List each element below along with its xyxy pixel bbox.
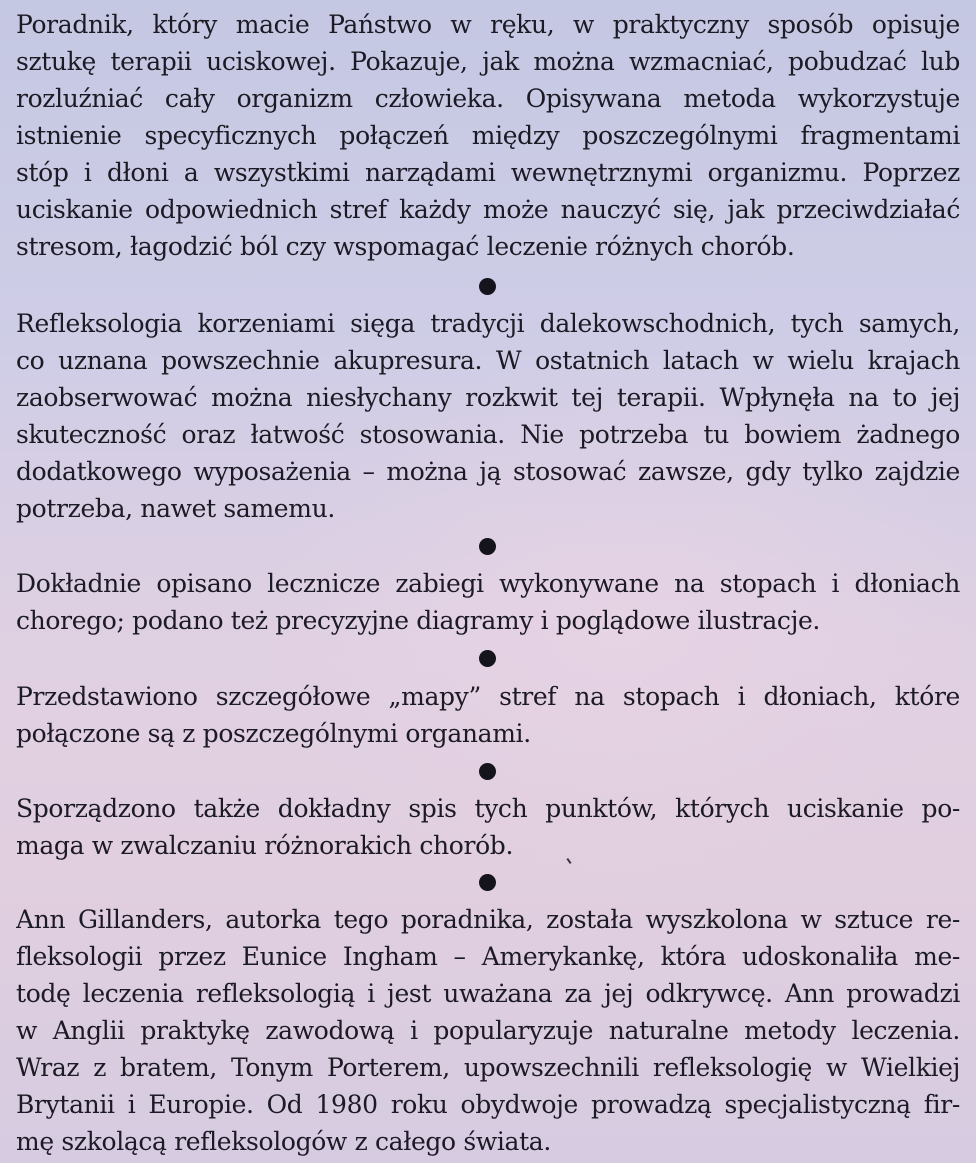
text-line: Ann Gillanders, autorka tego poradnika, została wyszkolona w sztuce re- (16, 905, 960, 934)
text-line: Poradnik, który macie Państwo w ręku, w praktyczny sposób opisuje (16, 10, 960, 39)
text-line: Wraz z bratem, Tonym Porterem, upowszechnili refleksologię w Wielkiej (16, 1053, 960, 1082)
text-line: co uznana powszechnie akupresura. W ostatnich latach w wielu krajach (16, 346, 960, 375)
text-line: stóp i dłoni a wszystkimi narządami wewnętrznymi organizmu. Poprzez (16, 158, 960, 187)
text-line: Dokładnie opisano lecznicze zabiegi wykonywane na stopach i dłoniach (16, 569, 960, 598)
separator-bullet (479, 538, 496, 555)
text-line: Sporządzono także dokładny spis tych punktów, których uciskanie po- (16, 794, 960, 823)
text-line: fleksologii przez Eunice Ingham – Amerykankę, która udoskonaliła me- (16, 942, 960, 971)
text-line: todę leczenia refleksologią i jest uważana za jej odkrywcę. Ann prowadzi (16, 979, 960, 1008)
text-line: dodatkowego wyposażenia – można ją stosować zawsze, gdy tylko zajdzie (16, 457, 960, 486)
separator-bullet (479, 650, 496, 667)
text-line: Przedstawiono szczegółowe „mapy” stref na stopach i dłoniach, które (16, 682, 960, 711)
text-line: chorego; podano też precyzyjne diagramy i poglądowe ilustracje. (16, 606, 821, 635)
text-line: Brytanii i Europie. Od 1980 roku obydwoje prowadzą specjalistyczną fir- (16, 1090, 960, 1119)
text-line: połączone są z poszczególnymi organami. (16, 719, 531, 748)
text-line: w Anglii praktykę zawodową i popularyzuje naturalne metody leczenia. (16, 1016, 960, 1045)
text-line: skuteczność oraz łatwość stosowania. Nie potrzeba tu bowiem żadnego (16, 420, 960, 449)
text-line: uciskanie odpowiednich stref każdy może nauczyć się, jak przeciwdziałać (16, 195, 960, 224)
text-line: potrzeba, nawet samemu. (16, 494, 335, 523)
text-line: mę szkolącą refleksologów z całego świata. (16, 1127, 551, 1156)
text-line: stresom, łagodzić ból czy wspomagać leczenie różnych chorób. (16, 232, 795, 261)
text-line: zaobserwować można niesłychany rozkwit tej terapii. Wpłynęła na to jej (16, 383, 960, 412)
text-line: maga w zwalczaniu różnorakich chorób. (16, 831, 514, 860)
text-line: Refleksologia korzeniami sięga tradycji dalekowschodnich, tych samych, (16, 309, 960, 338)
separator-bullet (479, 763, 496, 780)
separator-bullet (479, 874, 496, 891)
text-line: rozluźniać cały organizm człowieka. Opisywana metoda wykorzystuje (16, 84, 960, 113)
separator-bullet (479, 278, 496, 295)
text-line: istnienie specyficznych połączeń między poszczególnymi fragmentami (16, 121, 960, 150)
text-line: sztukę terapii uciskowej. Pokazuje, jak można wzmacniać, pobudzać lub (16, 47, 960, 76)
